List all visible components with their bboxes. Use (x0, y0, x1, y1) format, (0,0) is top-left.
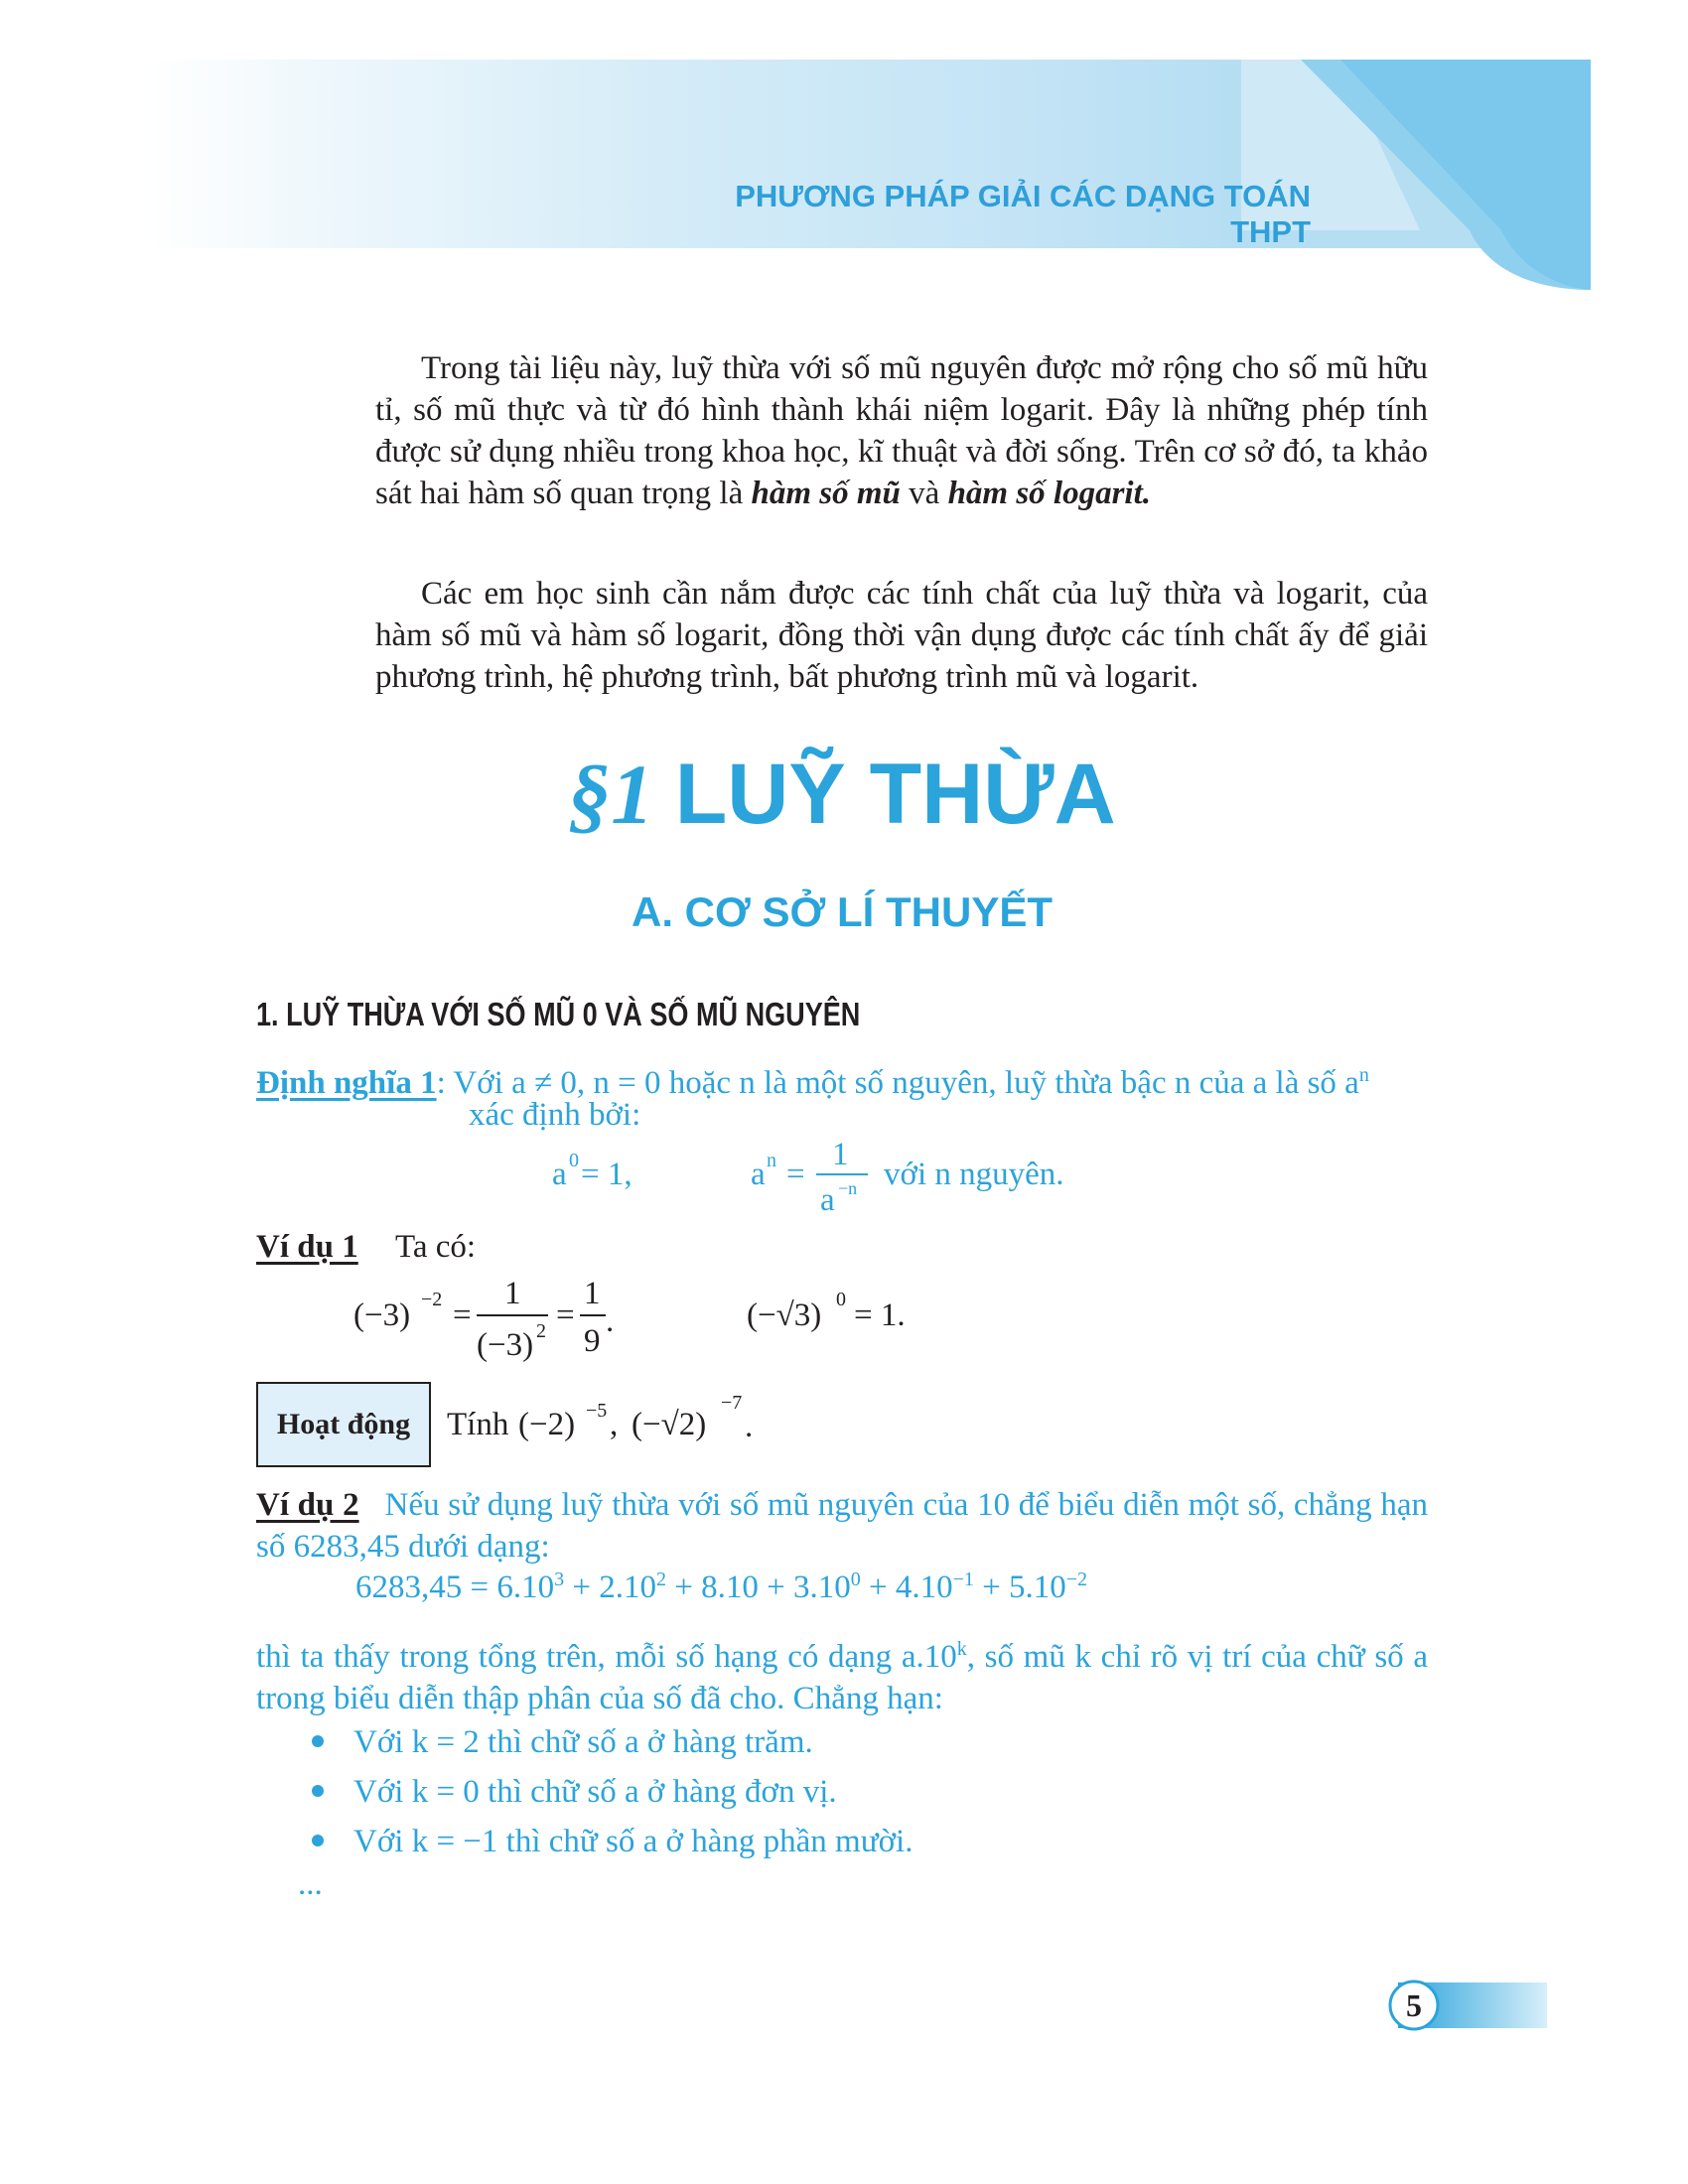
ex2-after-sup: k (956, 1638, 967, 1660)
ex1-base1: (−3) (353, 1297, 411, 1333)
formula-a: a (552, 1157, 567, 1192)
ex1-eq1: = (453, 1297, 472, 1333)
section-subtitle: A. CƠ SỞ LÍ THUYẾT (632, 888, 1053, 935)
intro-text-2: và (900, 476, 948, 511)
ex1-exp1: −2 (421, 1289, 443, 1310)
activity-term1: (−2) (518, 1407, 576, 1442)
formula-a-exp0: 0 (569, 1150, 579, 1171)
intro-emphasis-ham-so-logarit: hàm số logarit (947, 476, 1143, 511)
example-1-formula (353, 1276, 1049, 1385)
heading-1: 1. LUỸ THỪA VỚI SỐ MŨ 0 VÀ SỐ MŨ NGUYÊN (256, 996, 861, 1032)
page-number: 5 (1406, 1987, 1422, 2023)
definition-1 (256, 1055, 1428, 1103)
definition-1-text: : Với a ≠ 0, n = 0 hoặc n là một số nguyên, luỹ thừa bậc n của a là số a (436, 1065, 1359, 1101)
ex1-num1: 1 (504, 1276, 521, 1311)
example-2-text: Nếu sử dụng luỹ thừa với số mũ nguyên của 10 để biểu diễn một số, chẳng hạn số 6283,45 dưới dạng: (256, 1487, 1428, 1565)
definition-1-formula (552, 1137, 1148, 1216)
ex2-term-4-exp: −1 (952, 1569, 974, 1590)
ex1-den-base: (−3) (477, 1327, 534, 1363)
definition-1-line2: xác định bởi: (469, 1097, 641, 1133)
header-decoration (1241, 60, 1591, 290)
intro-emphasis-ham-so-mu: hàm số mũ (751, 476, 901, 511)
ex2-after-1: thì ta thấy trong tổng trên, mỗi số hạng có dạng a.10 (256, 1639, 957, 1675)
list-item-text: Với k = −1 thì chữ số a ở hàng phần mười. (353, 1824, 914, 1859)
ex1-exp2: 0 (836, 1289, 846, 1310)
bullet-icon (312, 1735, 324, 1747)
example-2-continuation (256, 1628, 1428, 1719)
ex1-den-exp: 2 (536, 1320, 546, 1342)
activity-comma: , (610, 1407, 619, 1442)
ex2-term-1: 6283,45 = 6.10 (355, 1570, 555, 1605)
list-item (312, 1774, 837, 1811)
activity-formula (447, 1385, 844, 1464)
intro-text-1: Trong tài liệu này, luỹ thừa với số mũ nguyên được mở rộng cho số mũ hữu tỉ, số mũ thực và từ đó hình thành khái niệm logarit. Đây là những phép tính được sử dụng nhiều trong khoa học, kĩ thuật và đời sống. Trên cơ sở đó, ta khảo sát hai hàm số quan trọng là (375, 350, 1428, 511)
activity-end: . (745, 1409, 754, 1444)
intro-period: . (1142, 476, 1152, 511)
ex1-dot: . (606, 1303, 615, 1339)
bullet-icon (312, 1835, 324, 1846)
list-item-text: Với k = 0 thì chữ số a ở hàng đơn vị. (353, 1774, 837, 1810)
ellipsis: ... (298, 1866, 323, 1902)
activity-exp1: −5 (586, 1400, 608, 1422)
formula-tail: với n nguyên. (884, 1157, 1064, 1192)
example-1-label-text: Ví dụ 1 (256, 1229, 358, 1265)
activity-exp2: −7 (721, 1392, 743, 1414)
ex2-term-5: + 5.10 (973, 1570, 1066, 1605)
example-1-text: Ta có: (395, 1229, 477, 1265)
formula-eq1: = 1, (581, 1157, 633, 1192)
ex2-after-2: , số mũ k chỉ rõ vị trí của chữ số a trong biểu diễn thập phân của số đã cho. Chẳng hạn: (256, 1639, 1428, 1716)
example-2 (256, 1484, 1428, 1568)
header-title: PHƯƠNG PHÁP GIẢI CÁC DẠNG TOÁN THPT (735, 179, 1311, 249)
ex2-term-3-exp: 0 (850, 1569, 861, 1590)
example-2-formula (355, 1569, 1150, 1618)
formula-an: a (751, 1157, 766, 1192)
formula-an-exp: n (767, 1150, 776, 1171)
formula-denominator: a (820, 1182, 835, 1216)
ex1-num2: 1 (584, 1276, 601, 1311)
section-title-text: LUỸ THỪA (674, 747, 1116, 842)
section-symbol: §1 (568, 747, 654, 842)
ex1-rhs2: = 1. (854, 1297, 906, 1333)
activity-term2: (−√2) (632, 1407, 707, 1442)
list-item (312, 1824, 913, 1860)
ex1-eq2: = (556, 1297, 575, 1333)
activity-box: Hoạt động (256, 1382, 431, 1467)
example-1-label (256, 1229, 358, 1266)
formula-denominator-exp: −n (838, 1178, 858, 1198)
ex2-term-3: + 8.10 + 3.10 (666, 1570, 851, 1605)
example-2-label: Ví dụ 2 (256, 1487, 359, 1523)
formula-eq2: = (786, 1157, 805, 1192)
ex2-term-1-exp: 3 (554, 1569, 565, 1590)
ex2-term-2: + 2.10 (564, 1570, 656, 1605)
definition-1-sup: n (1358, 1064, 1369, 1086)
ex2-term-5-exp: −2 (1065, 1569, 1088, 1590)
ex1-den2: 9 (584, 1323, 601, 1359)
bullet-icon (312, 1785, 324, 1797)
definition-1-label: Định nghĩa 1 (256, 1065, 437, 1101)
section-title (375, 745, 1309, 844)
formula-numerator: 1 (832, 1137, 849, 1172)
list-item-text: Với k = 2 thì chữ số a ở hàng trăm. (353, 1724, 813, 1760)
ex1-base2: (−√3) (747, 1297, 822, 1333)
intro-paragraph-2: Các em học sinh cần nắm được các tính chất của luỹ thừa và logarit, của hàm số mũ và hàm số logarit, đồng thời vận dụng được các tính chất ấy để giải phương trình, hệ phương trình, bất phương trình mũ và logarit. (375, 576, 1428, 695)
ex2-term-4: + 4.10 (860, 1570, 953, 1605)
ex2-term-2-exp: 2 (656, 1569, 666, 1590)
intro-paragraph-1 (375, 347, 1428, 514)
activity-text: Tính (447, 1407, 509, 1442)
list-item (312, 1724, 813, 1761)
